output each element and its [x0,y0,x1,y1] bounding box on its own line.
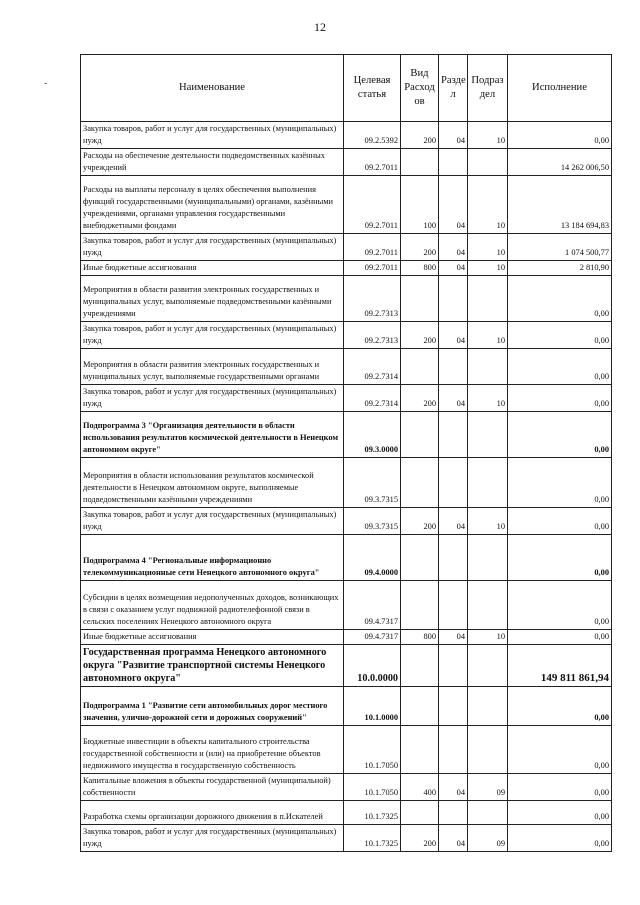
cell-code: 09.2.5392 [344,122,401,149]
cell-kind [401,581,439,630]
table-row [81,458,612,508]
cell-kind: 200 [401,385,439,412]
cell-sec: 04 [439,385,468,412]
cell-code: 09.2.7011 [344,176,401,234]
cell-sec: 04 [439,825,468,852]
cell-sec [439,801,468,825]
cell-sub [468,349,508,385]
cell-amt: 0,00 [508,581,612,630]
cell-kind [401,645,439,687]
cell-kind [401,458,439,508]
table-row [81,234,612,261]
cell-amt: 0,00 [508,322,612,349]
cell-code: 09.4.0000 [344,535,401,581]
cell-amt: 13 184 694,83 [508,176,612,234]
cell-code: 09.2.7314 [344,385,401,412]
cell-sub: 09 [468,774,508,801]
cell-sub [468,801,508,825]
cell-amt: 0,00 [508,630,612,645]
table-row [81,508,612,535]
header-section: Разде л [439,55,468,122]
table-row [81,149,612,176]
cell-sub: 10 [468,261,508,276]
cell-amt: 149 811 861,94 [508,645,612,687]
cell-kind: 200 [401,234,439,261]
cell-sec [439,458,468,508]
cell-sec [439,535,468,581]
cell-code: 09.2.7011 [344,149,401,176]
cell-name: Закупка товаров, работ и услуг для государственных (муниципальных) нужд [81,122,344,149]
cell-sub [468,412,508,458]
cell-amt: 0,00 [508,412,612,458]
cell-kind: 200 [401,508,439,535]
cell-name: Мероприятия в области использования результатов космической деятельности в Ненецком автономном округе, выполняемые подведомственными казёнными учреждениями [81,458,344,508]
table-row [81,385,612,412]
cell-amt: 0,00 [508,825,612,852]
table-row [81,412,612,458]
cell-code: 09.2.7313 [344,276,401,322]
cell-code: 10.1.7050 [344,726,401,774]
cell-kind [401,149,439,176]
cell-code: 09.2.7313 [344,322,401,349]
cell-name: Подпрограмма 1 "Развитие сети автомобильных дорог местного значения, улично-дорожной сети и дорожных сооружений" [81,687,344,726]
cell-name: Иные бюджетные ассигнования [81,630,344,645]
table-row [81,276,612,322]
header-kind: Вид Расход ов [401,55,439,122]
table-row [81,687,612,726]
cell-code: 10.1.7050 [344,774,401,801]
cell-name: Расходы на обеспечение деятельности подведомственных казённых учреждений [81,149,344,176]
table-row [81,645,612,687]
cell-kind: 200 [401,122,439,149]
cell-sub [468,645,508,687]
cell-sub: 10 [468,630,508,645]
cell-code: 09.3.0000 [344,412,401,458]
cell-amt: 0,00 [508,276,612,322]
cell-sub: 10 [468,508,508,535]
cell-code: 10.0.0000 [344,645,401,687]
cell-sec: 04 [439,774,468,801]
cell-sec [439,687,468,726]
header-execution: Исполнение [508,55,612,122]
cell-amt: 0,00 [508,349,612,385]
cell-code: 10.1.0000 [344,687,401,726]
budget-table [80,54,612,852]
table-row [81,322,612,349]
cell-name: Мероприятия в области развития электронных государственных и муниципальных услуг, выполняемые государственными органами [81,349,344,385]
cell-code: 09.3.7315 [344,508,401,535]
cell-name: Подпрограмма 3 "Организация деятельности в области использования результатов космической деятельности в Ненецком автономном округе" [81,412,344,458]
cell-kind [401,535,439,581]
cell-name: Капитальные вложения в объекты государственной (муниципальной) собственности [81,774,344,801]
cell-amt: 0,00 [508,726,612,774]
cell-amt: 0,00 [508,535,612,581]
cell-sub [468,581,508,630]
cell-sec: 04 [439,122,468,149]
cell-name: Закупка товаров, работ и услуг для государственных (муниципальных) нужд [81,234,344,261]
cell-kind [401,687,439,726]
cell-sub [468,149,508,176]
header-name: Наименование [81,55,344,122]
cell-name: Закупка товаров, работ и услуг для государственных (муниципальных) нужд [81,322,344,349]
cell-amt: 0,00 [508,774,612,801]
cell-name: Субсидии в целях возмещения недополученных доходов, возникающих в связи с оказанием услуг подвижной радиотелефонной связи в сельских поселениях Ненецкого автономного округа [81,581,344,630]
cell-sub: 10 [468,385,508,412]
cell-sec [439,349,468,385]
table-header-row [81,55,612,122]
cell-sub: 10 [468,122,508,149]
cell-amt: 0,00 [508,508,612,535]
cell-name: Закупка товаров, работ и услуг для государственных (муниципальных) нужд [81,825,344,852]
cell-sub [468,535,508,581]
page-number: 12 [314,20,326,34]
cell-sub [468,687,508,726]
cell-sec: 04 [439,508,468,535]
cell-sec [439,412,468,458]
header-target: Целевая статья [344,55,401,122]
cell-name: Бюджетные инвестиции в объекты капитального строительства государственной собственности и (или) на приобретение объектов недвижимого имущества в государственную собственность [81,726,344,774]
cell-kind: 800 [401,261,439,276]
cell-code: 09.2.7011 [344,261,401,276]
cell-sec [439,149,468,176]
cell-sub: 09 [468,825,508,852]
cell-kind [401,349,439,385]
margin-mark: - [44,78,48,89]
cell-sub: 10 [468,176,508,234]
cell-sub: 10 [468,322,508,349]
cell-sec: 04 [439,261,468,276]
cell-amt: 0,00 [508,458,612,508]
cell-kind: 200 [401,825,439,852]
cell-amt: 1 074 500,77 [508,234,612,261]
cell-code: 09.2.7011 [344,234,401,261]
cell-code: 09.3.7315 [344,458,401,508]
cell-code: 10.1.7325 [344,825,401,852]
cell-name: Государственная программа Ненецкого автономного округа "Развитие транспортной системы Ненецкого автономного округа" [81,645,344,687]
cell-amt: 2 810,90 [508,261,612,276]
cell-code: 09.4.7317 [344,581,401,630]
cell-kind [401,726,439,774]
cell-sec: 04 [439,234,468,261]
cell-kind [401,801,439,825]
cell-kind [401,412,439,458]
cell-kind: 800 [401,630,439,645]
table-row [81,801,612,825]
table-row [81,630,612,645]
table-row [81,581,612,630]
cell-sec [439,645,468,687]
cell-sub [468,276,508,322]
cell-kind [401,276,439,322]
cell-kind: 200 [401,322,439,349]
cell-name: Мероприятия в области развития электронных государственных и муниципальных услуг, выполняемые подведомственными казёнными учреждениями [81,276,344,322]
cell-amt: 14 262 006,50 [508,149,612,176]
cell-amt: 0,00 [508,122,612,149]
table-row [81,349,612,385]
cell-sub [468,726,508,774]
header-subsection: Подраз дел [468,55,508,122]
table-row [81,261,612,276]
cell-kind: 400 [401,774,439,801]
cell-sec: 04 [439,322,468,349]
cell-name: Иные бюджетные ассигнования [81,261,344,276]
cell-code: 09.4.7317 [344,630,401,645]
cell-amt: 0,00 [508,385,612,412]
cell-name: Расходы на выплаты персоналу в целях обеспечения выполнения функций государственными (муниципальными) органами, казёнными учреждениями, органами управления государственными внебюджетными фондами [81,176,344,234]
cell-sub: 10 [468,234,508,261]
table-row [81,726,612,774]
cell-sec: 04 [439,630,468,645]
table-row [81,535,612,581]
cell-sec [439,726,468,774]
cell-name: Закупка товаров, работ и услуг для государственных (муниципальных) нужд [81,508,344,535]
table-row [81,774,612,801]
cell-sec [439,276,468,322]
cell-code: 09.2.7314 [344,349,401,385]
cell-sec [439,581,468,630]
table-row [81,825,612,852]
cell-amt: 0,00 [508,801,612,825]
cell-name: Разработка схемы организации дорожного движения в п.Искателей [81,801,344,825]
table-row [81,176,612,234]
cell-name: Закупка товаров, работ и услуг для государственных (муниципальных) нужд [81,385,344,412]
cell-amt: 0,00 [508,687,612,726]
cell-name: Подпрограмма 4 "Региональные информационно телекоммуникационные сети Ненецкого автономного округа" [81,535,344,581]
table-row [81,122,612,149]
cell-kind: 100 [401,176,439,234]
cell-code: 10.1.7325 [344,801,401,825]
cell-sec: 04 [439,176,468,234]
cell-sub [468,458,508,508]
